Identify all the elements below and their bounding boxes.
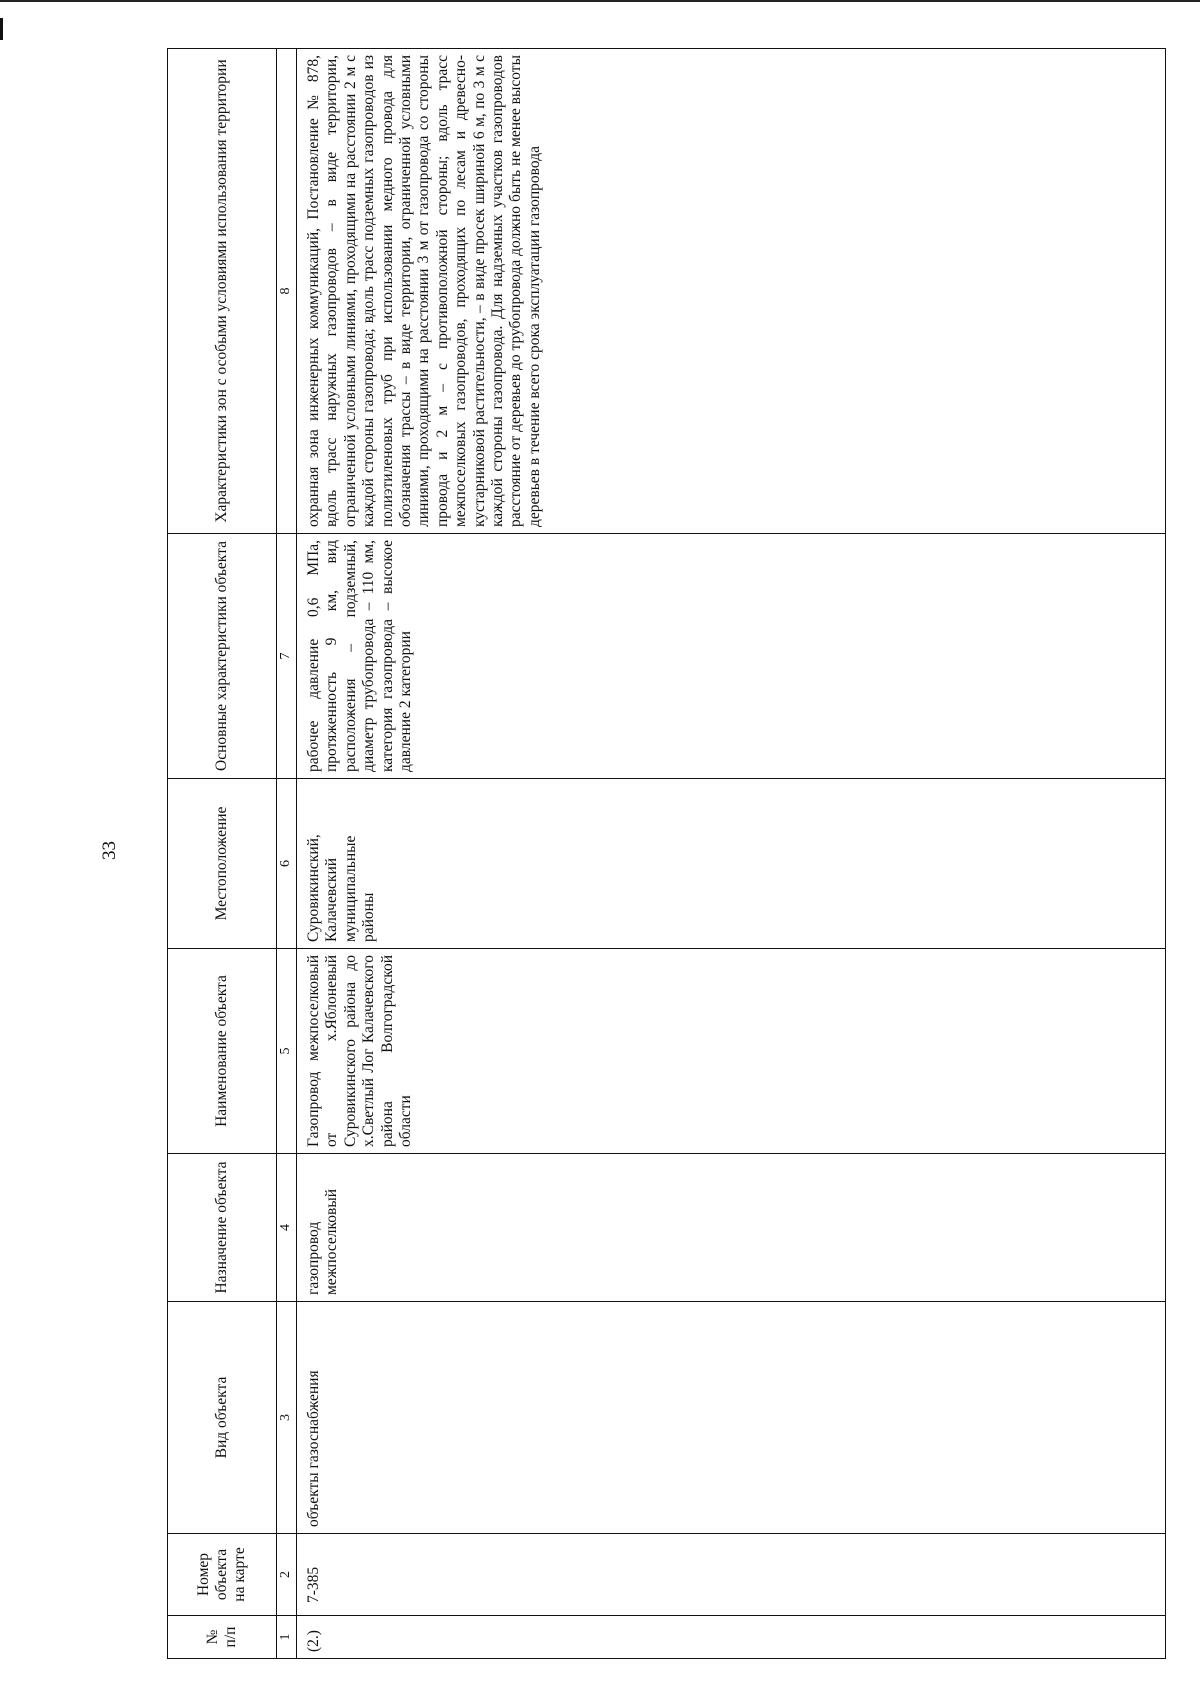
column-number: 7 [277,534,297,779]
header-cell: Наименование объекта [168,949,277,1154]
header-cell: Назначение объекта [168,1154,277,1302]
column-number: 3 [277,1302,297,1534]
scan-edge [0,0,1200,2]
header-cell: Номер объекта на карте [168,1534,277,1616]
column-number: 1 [277,1616,297,1659]
cell-index: (2.) [297,1616,1166,1659]
scan-mark [0,18,3,40]
header-cell: Основные характеристики объекта [168,534,277,779]
column-number-row [277,49,297,1659]
header-row [168,49,277,1659]
cell-zones: охранная зона инженерных коммуникаций, Постановление № 878, вдоль трасс наружных газопроводов – в виде территории, ограниченной условными линиями, проходящими на расстоянии 2 м с каждой стороны газопровода; вдоль трасс подземных газопроводов из полиэтиленовых труб при использовании медного провода для обозначения трассы – в виде территории, ограниченной условными линиями, проходящими на расстоянии 3 м от газопровода со стороны провода и 2 м – с противоположной стороны; вдоль трасс межпоселковых газопроводов, проходящих по лесам и древесно-кустарниковой растительности, – в виде просек шириной 6 м, по 3 м с каждой стороны газопровода. Для надземных участков газопроводов расстояние от деревьев до трубопровода должно быть не менее высоты деревьев в течение всего срока эксплуатации газопровода [297,49,1166,534]
column-number: 4 [277,1154,297,1302]
column-number: 5 [277,949,297,1154]
header-cell: № п/п [168,1616,277,1659]
cell-kind: объекты газоснабжения [297,1302,1166,1534]
cell-name: Газопровод межпоселковый от х.Яблоневый Суровикинского района до х.Светлый Лог Калачевского района Волгоградской области [297,949,1166,1154]
table-row [297,49,1166,1659]
column-number: 8 [277,49,297,534]
cell-location: Суровикинский, Калачевский муниципальные районы [297,779,1166,949]
cell-purpose: газопровод межпоселковый [297,1154,1166,1302]
objects-table [167,48,1166,1659]
cell-characteristics: рабочее давление 0,6 МПа, протяженность 9 км, вид расположения – подземный, диаметр трубопровода – 110 мм, категория газопровода – высокое давление 2 категории [297,534,1166,779]
header-cell: Вид объекта [168,1302,277,1534]
header-cell: Местоположение [168,779,277,949]
page-number: 33 [99,841,120,860]
column-number: 6 [277,779,297,949]
cell-map-number: 7-385 [297,1534,1166,1616]
rotated-table-frame [167,49,1170,1659]
header-cell: Характеристики зон с особыми условиями использования территории [168,49,277,534]
column-number: 2 [277,1534,297,1616]
